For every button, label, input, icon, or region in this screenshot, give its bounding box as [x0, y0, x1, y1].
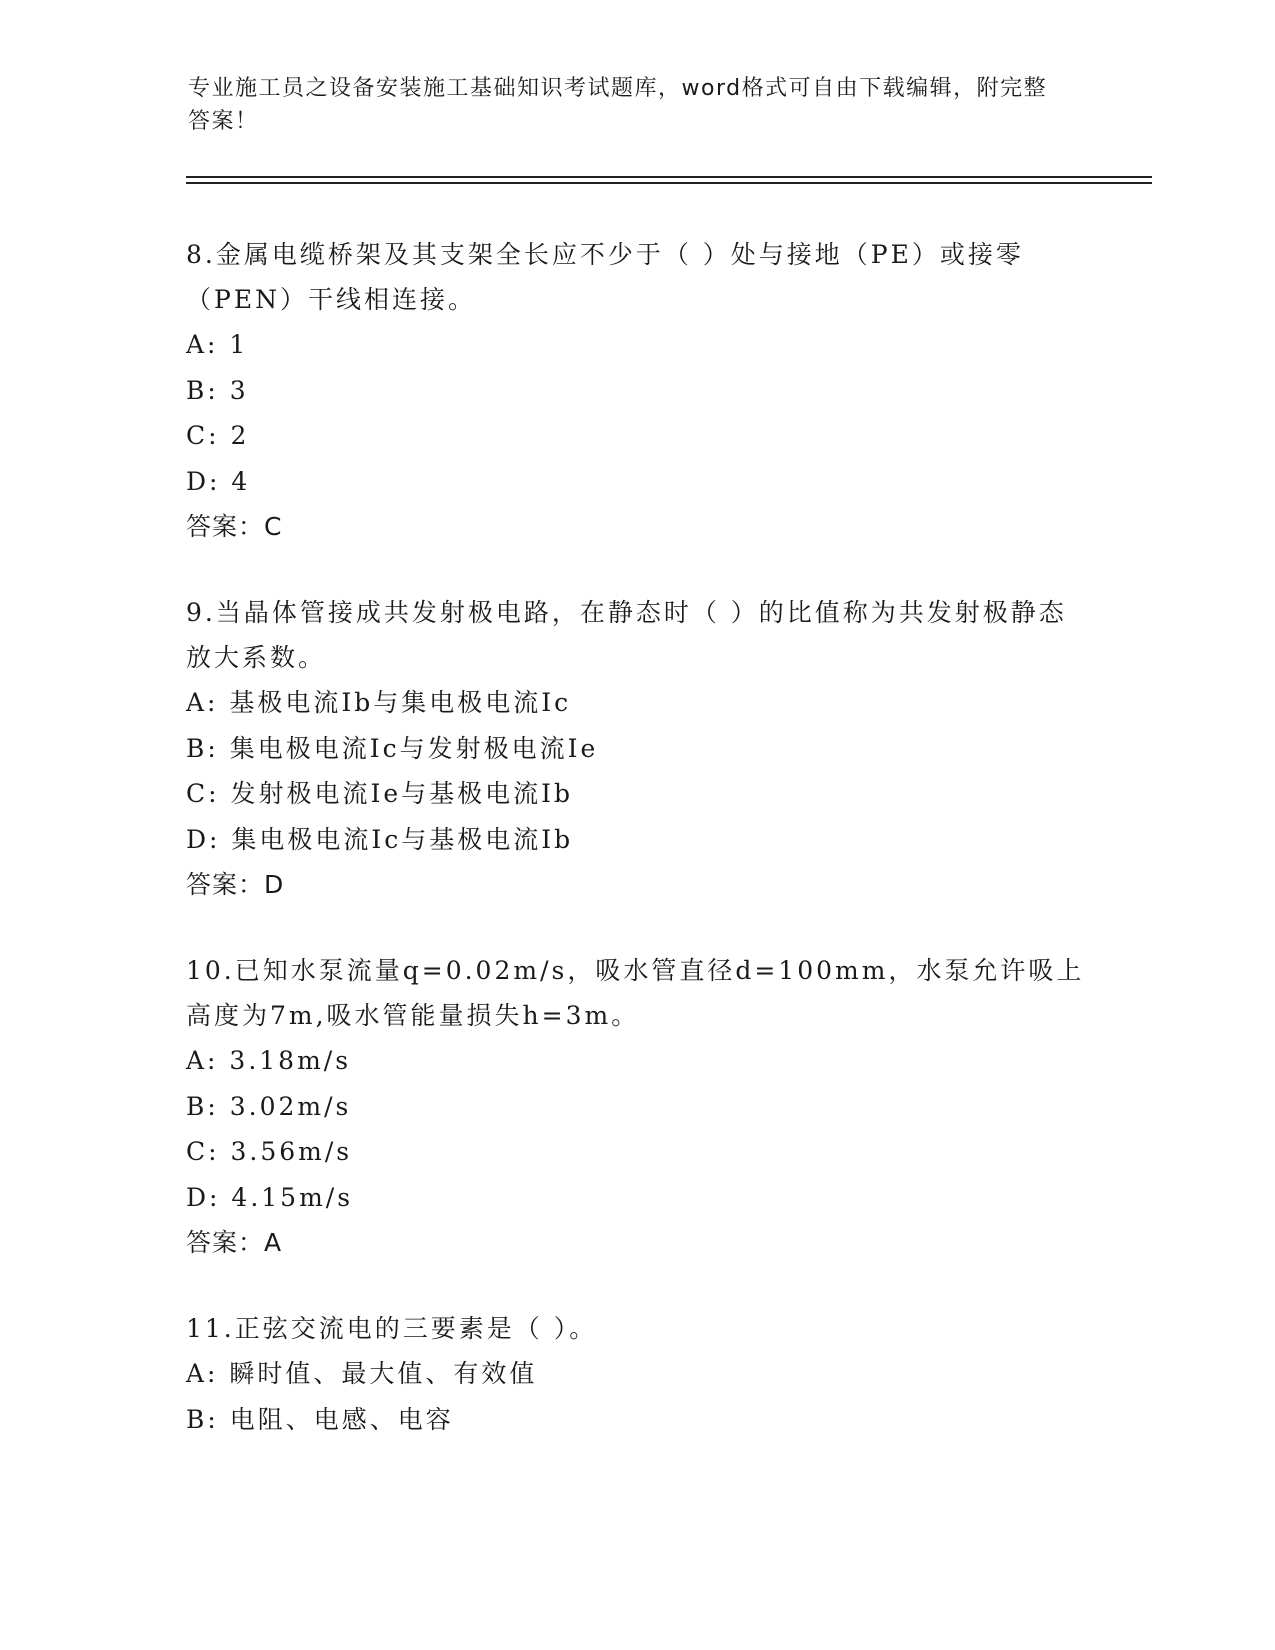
document-header: 专业施工员之设备安装施工基础知识考试题库，word格式可自由下载编辑，附完整答案！ [188, 76, 1048, 134]
question-11 [186, 1306, 1086, 1442]
question-stem: 10.已知水泵流量q=0.02m/s，吸水管直径d=100mm，水泵允许吸上高度为7m,吸水管能量损失h=3m。 [186, 956, 1085, 1030]
question-stem: 9.当晶体管接成共发射极电路，在静态时（ ）的比值称为共发射极静态放大系数。 [186, 598, 1067, 672]
option-c: C: 3.56m/s [186, 1137, 353, 1166]
question-9 [186, 590, 1086, 907]
option-a: A: 瞬时值、最大值、有效值 [186, 1359, 538, 1388]
question-stem: 11.正弦交流电的三要素是（ ）。 [186, 1314, 598, 1343]
option-a: A: 1 [186, 330, 249, 359]
option-b: B: 集电极电流Ic与发射极电流Ie [186, 733, 599, 763]
question-8 [186, 232, 1086, 549]
option-b: B: 电阻、电感、电容 [186, 1404, 454, 1434]
question-10 [186, 948, 1086, 1265]
question-stem: 8.金属电缆桥架及其支架全长应不少于（ ）处与接地（PE）或接零（PEN）干线相连接。 [186, 240, 1024, 314]
answer-line: 答案：C [186, 512, 283, 541]
option-c: C: 2 [186, 421, 250, 450]
option-a: A: 基极电流Ib与集电极电流Ic [186, 688, 572, 717]
header-divider-bottom [186, 182, 1152, 184]
option-c: C: 发射极电流Ie与基极电流Ib [186, 779, 574, 808]
option-d: D: 集电极电流Ic与基极电流Ib [186, 824, 574, 854]
answer-line: 答案：D [186, 870, 285, 899]
header-divider-top [186, 176, 1152, 178]
answer-line: 答案：A [186, 1228, 283, 1257]
option-d: D: 4 [186, 466, 251, 496]
option-b: B: 3.02m/s [186, 1091, 352, 1121]
option-b: B: 3 [186, 375, 249, 405]
option-a: A: 3.18m/s [186, 1046, 352, 1075]
option-d: D: 4.15m/s [186, 1182, 354, 1212]
question-list [186, 232, 1086, 1483]
